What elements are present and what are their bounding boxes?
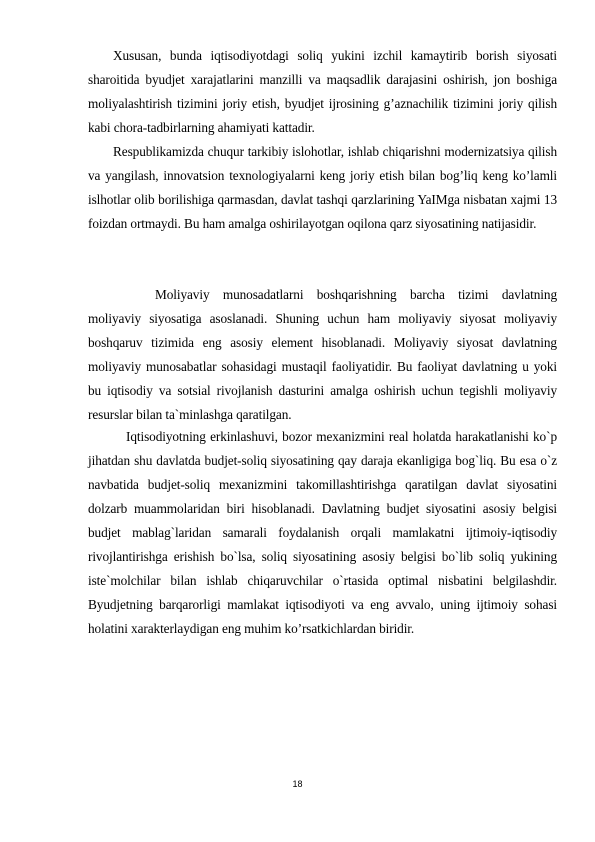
paragraph-block-1 xyxy=(88,44,557,140)
paragraph-4: Iqtisodiyotning erkinlashuvi, bozor mexanizmini real holatda harakatlanishi ko`p jihatdan shu davlatda budjet-soliq siyosatining qay daraja ekanligiga bog`liq. Bu esa o`z navbatida budjet-soliq mexanizmini takomillashtirishga qaratilgan davlat siyosatini dolzarb muammolaridan biri hisoblanadi. Davlatning budjet siyosatini asosiy belgisi budjet mablag`laridan samarali foydalanish orqali mamlakatni ijtimoiy-iqtisodiy rivojlantirishga erishish bo`lsa, soliq siyosatining asosiy belgisi bo`lib soliq yukining iste`molchilar bilan ishlab chiqaruvchilar o`rtasida optimal nisbatini belgilashdir. Byudjetning barqarorligi mamlakat iqtisodiyoti va eng avvalo, uning ijtimoiy sohasi holatini xarakterlaydigan eng muhim ko’rsatkichlardan biridir. xyxy=(88,429,557,636)
paragraph-1: Xususan, bunda iqtisodiyotdagi soliq yukini izchil kamaytirib borish siyosati sharoitida byudjet xarajatlarini manzilli va maqsadlik darajasini oshirish, jon boshiga moliyalashtirish tizimini joriy etish, byudjet ijrosining g’aznachilik tizimini joriy qilish kabi chora-tadbirlarning ahamiyati kattadir. xyxy=(88,48,557,135)
paragraph-block-3 xyxy=(88,283,557,427)
paragraph-block-4 xyxy=(88,425,557,641)
page-number: 18 xyxy=(292,779,303,789)
paragraph-2: Respublikamizda chuqur tarkibiy islohotlar, ishlab chiqarishni modernizatsiya qilish va yangilash, innovatsion texnologiyalarni keng joriy etish bilan bog’liq keng ko’lamli islhotlar olib borilishiga qarmasdan, davlat tashqi qarzlarining YaIMga nisbatan xajmi 13 foizdan ortmaydi. Bu ham amalga oshirilayotgan oqilona qarz siyosatining natijasidir. xyxy=(88,144,557,231)
paragraph-block-2 xyxy=(88,140,557,236)
paragraph-3: Moliyaviy munosadatlarni boshqarishning barcha tizimi davlatning moliyaviy siyosatiga asoslanadi. Shuning uchun ham moliyaviy siyosat moliyaviy boshqaruv tizimida eng asosiy element hisoblanadi. Moliyaviy siyosat davlatning moliyaviy munosabatlar sohasidagi mustaqil faoliyatidir. Bu faoliyat davlatning u yoki bu iqtisodiy va sotsial rivojlanish dasturini amalga oshirish uchun tegishli moliyaviy resurslar bilan ta`minlashga qaratilgan. xyxy=(88,287,557,422)
